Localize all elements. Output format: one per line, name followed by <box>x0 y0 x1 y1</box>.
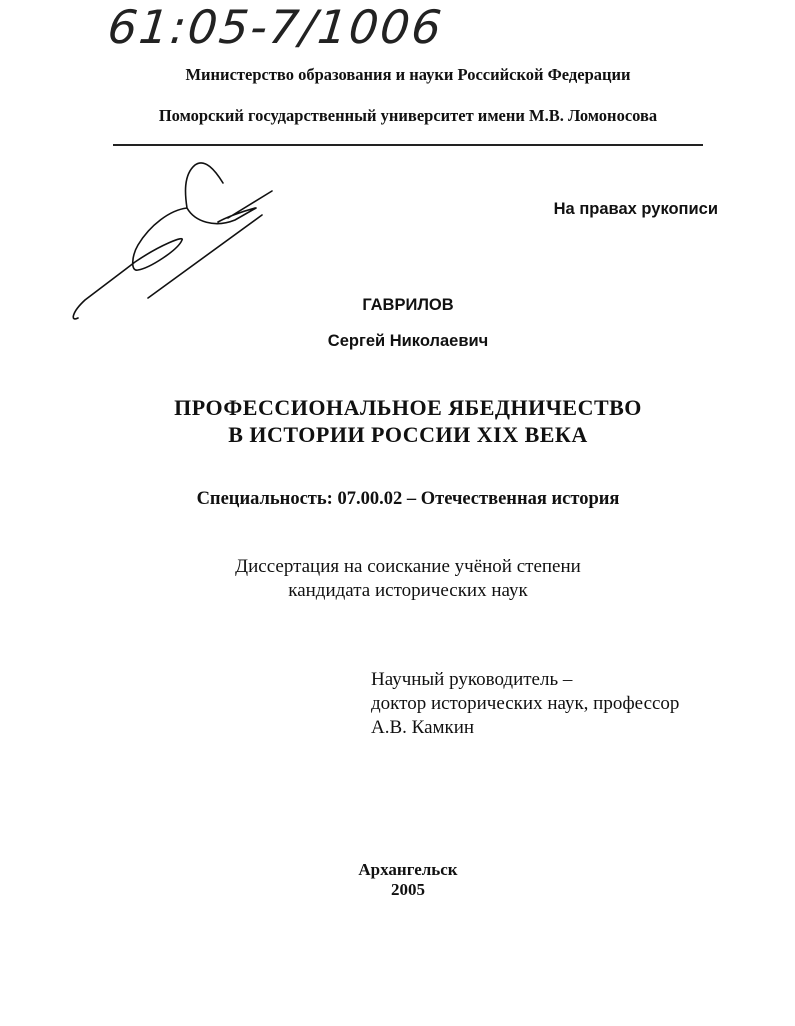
ministry-heading: Министерство образования и науки Российской Федерации <box>185 65 631 84</box>
dissertation-title-line2: В ИСТОРИИ РОССИИ XIX ВЕКА <box>228 422 588 447</box>
city: Архангельск <box>358 860 458 879</box>
degree-line2: кандидата исторических наук <box>288 580 528 601</box>
manuscript-note: На правах рукописи <box>553 200 718 218</box>
supervisor-name: А.В. Камкин <box>371 717 475 738</box>
university-heading: Поморский государственный университет имени М.В. Ломоносова <box>158 106 658 125</box>
supervisor-label: Научный руководитель – <box>371 669 573 690</box>
supervisor-title: доктор исторических наук, профессор <box>371 693 680 714</box>
author-surname: ГАВРИЛОВ <box>362 296 454 314</box>
archive-number-handwritten: 61:05-7/1006 <box>105 0 446 54</box>
year: 2005 <box>391 880 425 899</box>
dissertation-title-line1: ПРОФЕССИОНАЛЬНОЕ ЯБЕДНИЧЕСТВО <box>174 395 642 420</box>
specialty: Специальность: 07.00.02 – Отечественная история <box>196 489 620 509</box>
degree-line1: Диссертация на соискание учёной степени <box>235 556 581 577</box>
author-given-names: Сергей Николаевич <box>327 332 489 350</box>
